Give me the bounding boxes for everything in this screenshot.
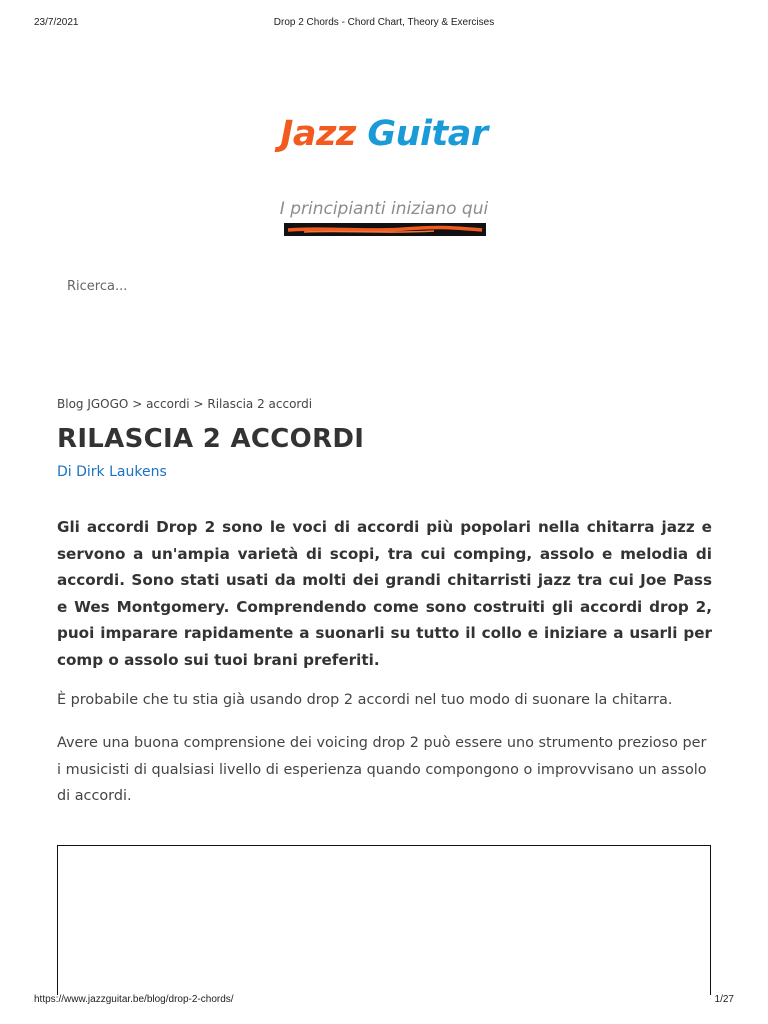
logo-text-jazz: Jazz	[280, 114, 356, 154]
breadcrumb-item-blog[interactable]: Blog JGOGO	[57, 397, 129, 411]
article-paragraph: È probabile che tu stia già usando drop 2 accordi nel tuo modo di suonare la chitarra.	[57, 692, 673, 708]
article-title: RILASCIA 2 ACCORDI	[57, 424, 365, 454]
embedded-media-frame	[57, 845, 711, 995]
article-intro: Gli accordi Drop 2 sono le voci di accordi più popolari nella chitarra jazz e servono a un'ampia varietà di scopi, tra cui comping, assolo e melodia di accordi. Sono stati usati da molti dei grandi chitarristi jazz tra cui Joe Pass e Wes Montgomery. Comprendendo come sono costruiti gli accordi drop 2, puoi imparare rapidamente a suonarli su tutto il collo e iniziare a usarli per comp o assolo sui tuoi brani preferiti.	[57, 518, 712, 669]
print-header	[0, 17, 768, 31]
breadcrumb-separator: >	[132, 397, 147, 411]
breadcrumb	[57, 397, 312, 411]
breadcrumb-item-current: Rilascia 2 accordi	[207, 397, 313, 411]
tagline: I principianti iniziano qui	[279, 199, 489, 219]
article-paragraph: Avere una buona comprensione dei voicing drop 2 può essere uno strumento prezioso per i musicisti di qualsiasi livello di esperienza quando compongono o improvvisano un assolo di accordi.	[57, 735, 707, 804]
print-url: https://www.jazzguitar.be/blog/drop-2-chords/	[34, 994, 234, 1005]
site-logo[interactable]	[0, 114, 768, 154]
print-footer	[0, 994, 768, 1008]
search-input[interactable]	[57, 273, 467, 299]
breadcrumb-item-accordi[interactable]: accordi	[146, 397, 190, 411]
print-page-title: Drop 2 Chords - Chord Chart, Theory & Exercises	[273, 17, 495, 28]
print-date: 23/7/2021	[34, 17, 79, 28]
logo-text-guitar: Guitar	[367, 114, 488, 154]
author-link[interactable]: Di Dirk Laukens	[57, 464, 167, 480]
breadcrumb-separator: >	[193, 397, 208, 411]
brush-underline-graphic	[284, 223, 486, 236]
print-page-number: 1/27	[714, 994, 734, 1005]
